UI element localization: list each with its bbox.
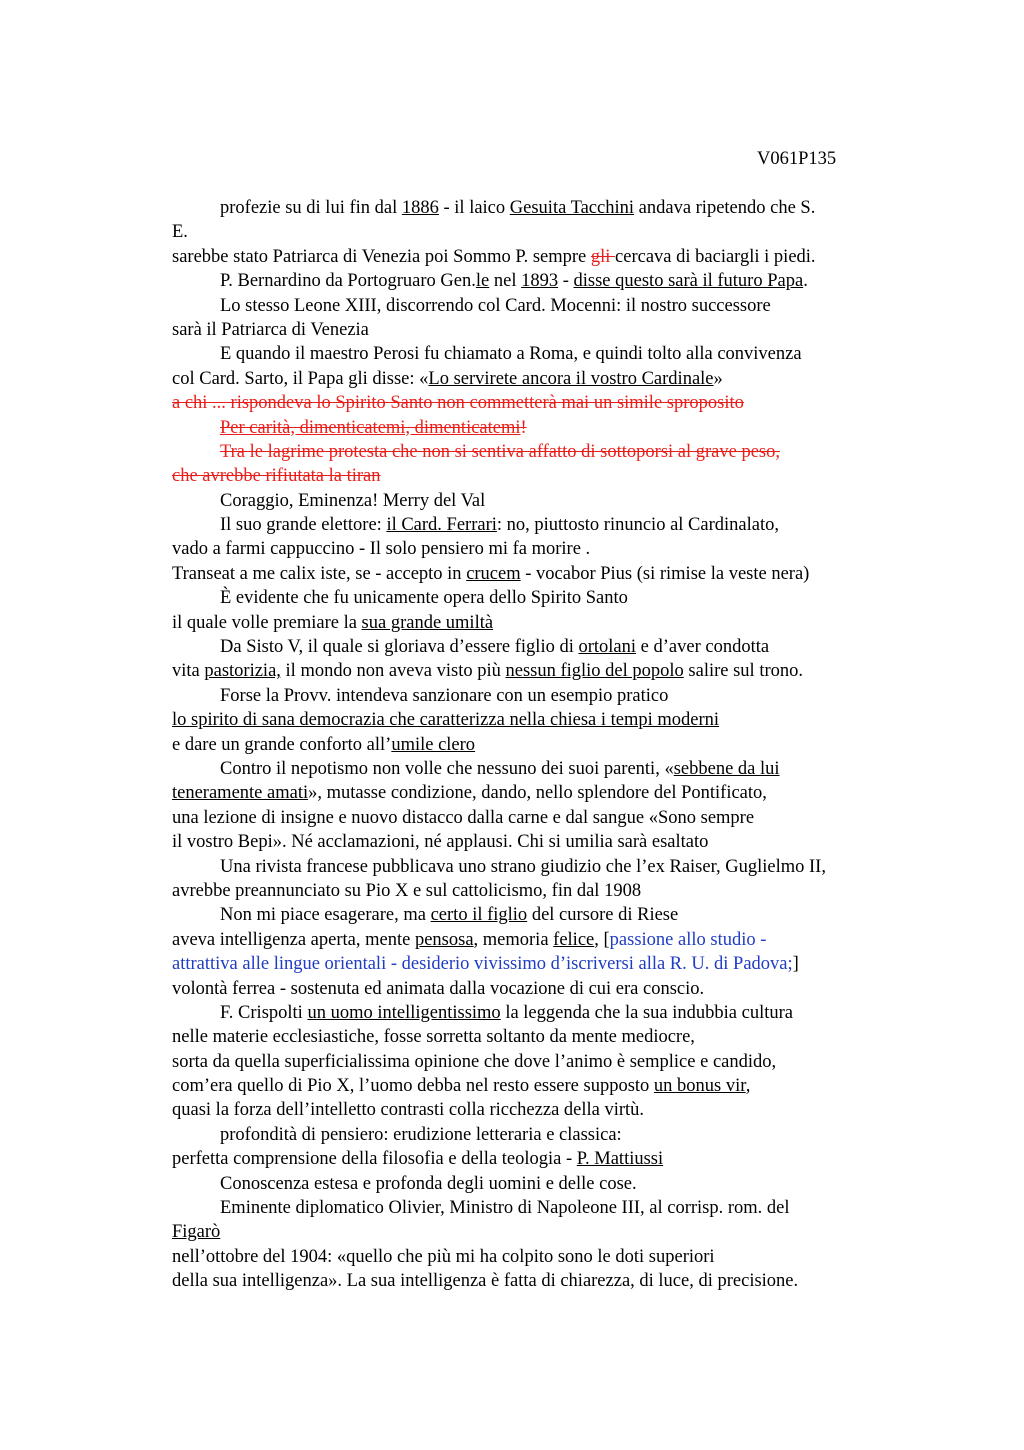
text-line <box>172 659 900 683</box>
text-line <box>172 757 900 781</box>
text-line <box>172 1245 900 1269</box>
text-segment: una lezione di insigne e nuovo distacco dalla carne e dal sangue «Sono sempre <box>172 807 755 828</box>
text-line <box>172 1123 900 1147</box>
text-segment: F. Crispolti <box>220 1002 308 1023</box>
text-line <box>172 1025 900 1049</box>
text-segment: com’era quello di Pio X, l’uomo debba nel resto essere supposto <box>172 1076 654 1097</box>
struck-text: gli <box>590 246 616 267</box>
underlined-text: un uomo intelligentissimo <box>307 1002 501 1023</box>
page-identifier: V061P135 <box>757 149 837 169</box>
text-segment: col Card. Sarto, il Papa gli disse: « <box>172 368 429 389</box>
text-segment: Il suo grande elettore: <box>220 515 387 536</box>
text-segment: il quale volle premiare la <box>172 612 362 633</box>
text-line <box>172 245 900 269</box>
text-segment: quasi la forza dell’intelletto contrasti colla ricchezza della virtù. <box>172 1100 645 1121</box>
text-segment: profondità di pensiero: erudizione letteraria e classica: <box>220 1124 622 1145</box>
text-line <box>172 464 900 488</box>
underlined-text: P. Mattiussi <box>576 1149 664 1170</box>
text-segment: , [ <box>594 929 610 950</box>
text-segment: e d’aver condotta <box>636 637 770 658</box>
text-segment: vado a farmi cappuccino - Il solo pensiero mi fa morire . <box>172 539 591 560</box>
underlined-text: felice <box>553 929 595 950</box>
text-line <box>172 903 900 927</box>
text-segment: avrebbe preannunciato su Pio X e sul cattolicismo, fin dal 1908 <box>172 880 642 901</box>
text-segment: P. Bernardino da Portogruaro Gen. <box>220 271 476 292</box>
text-line <box>172 879 900 903</box>
text-line <box>172 318 900 342</box>
underlined-text: nessun figlio del popolo <box>505 661 684 682</box>
text-segment: il vostro Bepi». Né acclamazioni, né applausi. Chi si umilia sarà esaltato <box>172 832 709 853</box>
underlined-text: certo il figlio <box>430 905 528 926</box>
text-segment: nelle materie ecclesiastiche, fosse sorretta soltanto da mente mediocre, <box>172 1027 695 1048</box>
text-line <box>172 977 900 1001</box>
text-segment: il mondo non aveva visto più <box>280 661 506 682</box>
text-segment: della sua intelligenza». La sua intelligenza è fatta di chiarezza, di luce, di precisione. <box>172 1271 799 1292</box>
text-segment: Eminente diplomatico Olivier, Ministro di Napoleone III, al corrisp. rom. del <box>220 1198 790 1219</box>
text-line <box>172 635 900 659</box>
text-line <box>172 928 900 952</box>
text-line <box>172 1001 900 1025</box>
text-line <box>172 708 900 732</box>
underlined-text: un bonus vir <box>653 1076 746 1097</box>
text-line <box>172 830 900 854</box>
text-segment: Forse la Provv. intendeva sanzionare con un esempio pratico <box>220 685 669 706</box>
text-segment: Coraggio, Eminenza! Merry del Val <box>220 490 486 511</box>
text-line <box>172 733 900 757</box>
text-line <box>172 294 900 318</box>
text-segment: E quando il maestro Perosi fu chiamato a Roma, e quindi tolto alla convivenza <box>220 344 802 365</box>
text-line <box>172 1220 900 1244</box>
text-segment: aveva intelligenza aperta, mente <box>172 929 415 950</box>
text-segment: andava ripetendo che S. <box>634 198 816 218</box>
text-line <box>172 537 900 561</box>
text-segment: ] <box>792 954 799 975</box>
text-line <box>172 1050 900 1074</box>
text-line <box>172 391 900 415</box>
text-segment: - vocabor Pius (si rimise la veste nera) <box>520 563 810 584</box>
blue-inserted-text: attrattiva alle lingue orientali - desiderio vivissimo d’iscriversi alla R. U. di Padova; <box>172 954 793 975</box>
document-body <box>172 196 900 1294</box>
text-line <box>172 367 900 391</box>
text-segment: - il laico <box>438 198 510 218</box>
text-segment: profezie su di lui fin dal <box>220 198 402 218</box>
text-segment: Da Sisto V, il quale si gloriava d’essere figlio di <box>220 637 579 658</box>
text-segment: : no, piuttosto rinuncio al Cardinalato, <box>496 515 779 536</box>
text-segment: È evidente che fu unicamente opera dello Spirito Santo <box>220 588 628 609</box>
text-segment: E. <box>172 222 188 243</box>
text-segment: . <box>803 271 808 292</box>
text-segment: , <box>745 1076 751 1097</box>
underlined-text: 1893 <box>521 271 559 292</box>
text-segment: Una rivista francese pubblicava uno strano giudizio che l’ex Raiser, Guglielmo II, <box>220 856 826 877</box>
text-segment: nell’ottobre del 1904: «quello che più mi ha colpito sono le doti superiori <box>172 1246 715 1267</box>
text-segment: - <box>558 271 574 292</box>
text-line <box>172 1172 900 1196</box>
text-segment: cercava di baciargli i piedi. <box>615 246 816 267</box>
text-segment: sorta da quella superficialissima opinione che dove l’animo è semplice e candido, <box>172 1051 777 1072</box>
text-line <box>172 220 900 244</box>
text-line <box>172 952 900 976</box>
underlined-text: lo spirito di sana democrazia che caratterizza nella chiesa i tempi moderni <box>172 710 720 731</box>
underlined-text: 1886 <box>401 198 439 218</box>
blue-inserted-text: passione allo studio - <box>609 929 767 950</box>
underlined-text: Lo servirete ancora il vostro Cardinale <box>428 368 714 389</box>
text-segment: Transeat a me calix iste, se - accepto in <box>172 563 467 584</box>
text-line <box>172 586 900 610</box>
underlined-text: sebbene da lui <box>673 758 780 779</box>
text-line <box>172 855 900 879</box>
underlined-text: pensosa <box>414 929 474 950</box>
text-segment: volontà ferrea - sostenuta ed animata dalla vocazione di cui era conscio. <box>172 978 705 999</box>
underlined-text: disse questo sarà il futuro Papa <box>573 271 804 292</box>
text-line <box>172 1147 900 1171</box>
underlined-text: crucem <box>466 563 521 584</box>
struck-text: ! <box>520 417 527 438</box>
text-segment: Conoscenza estesa e profonda degli uomini e delle cose. <box>220 1173 637 1194</box>
text-line <box>172 342 900 366</box>
text-line <box>172 611 900 635</box>
underlined-text: Gesuita Tacchini <box>509 198 635 218</box>
text-line <box>172 806 900 830</box>
underlined-text: pastorizia, <box>204 661 281 682</box>
text-segment: la leggenda che la sua indubbia cultura <box>500 1002 793 1023</box>
text-line <box>172 781 900 805</box>
underlined-text: le <box>475 271 490 292</box>
underlined-text: umile clero <box>391 734 476 755</box>
struck-text: Per carità, dimenticatemi, dimenticatemi <box>220 417 521 438</box>
text-line <box>172 562 900 586</box>
underlined-text: teneramente amati <box>172 783 309 804</box>
text-segment: del cursore di Riese <box>527 905 679 926</box>
text-line <box>172 1269 900 1293</box>
text-line <box>172 1196 900 1220</box>
underlined-text: il Card. Ferrari <box>386 515 497 536</box>
underlined-text: Figarò <box>172 1222 221 1243</box>
text-line <box>172 416 900 440</box>
text-segment: » <box>713 368 723 389</box>
text-segment: », mutasse condizione, dando, nello splendore del Pontificato, <box>308 783 767 804</box>
text-line <box>172 269 900 293</box>
text-segment: e dare un grande conforto all’ <box>172 734 392 755</box>
text-segment: sarebbe stato Patriarca di Venezia poi Sommo P. sempre <box>172 246 591 267</box>
text-line <box>172 489 900 513</box>
text-segment: perfetta comprensione della filosofia e della teologia - <box>172 1149 577 1170</box>
text-segment: Non mi piace esagerare, ma <box>220 905 431 926</box>
text-line <box>172 684 900 708</box>
text-line <box>172 513 900 537</box>
text-segment: Contro il nepotismo non volle che nessuno dei suoi parenti, « <box>220 758 674 779</box>
text-segment: nel <box>489 271 522 292</box>
text-line <box>172 196 900 220</box>
struck-text: Tra le lagrime protesta che non si sentiva affatto di sottoporsi al grave peso, <box>220 441 781 462</box>
underlined-text: ortolani <box>578 637 637 658</box>
text-segment: Lo stesso Leone XIII, discorrendo col Card. Mocenni: il nostro successore <box>220 295 771 316</box>
text-segment: sarà il Patriarca di Venezia <box>172 319 369 340</box>
text-line <box>172 1098 900 1122</box>
struck-text: a chi ... rispondeva lo Spirito Santo non commetterà mai un simile sproposito <box>172 393 744 414</box>
text-line <box>172 1074 900 1098</box>
struck-text: che avrebbe rifiutata la tiran <box>172 466 381 487</box>
text-segment: salire sul trono. <box>683 661 803 682</box>
text-segment: , memoria <box>473 929 554 950</box>
text-line <box>172 440 900 464</box>
text-segment: vita <box>172 661 205 682</box>
underlined-text: sua grande umiltà <box>361 612 494 633</box>
